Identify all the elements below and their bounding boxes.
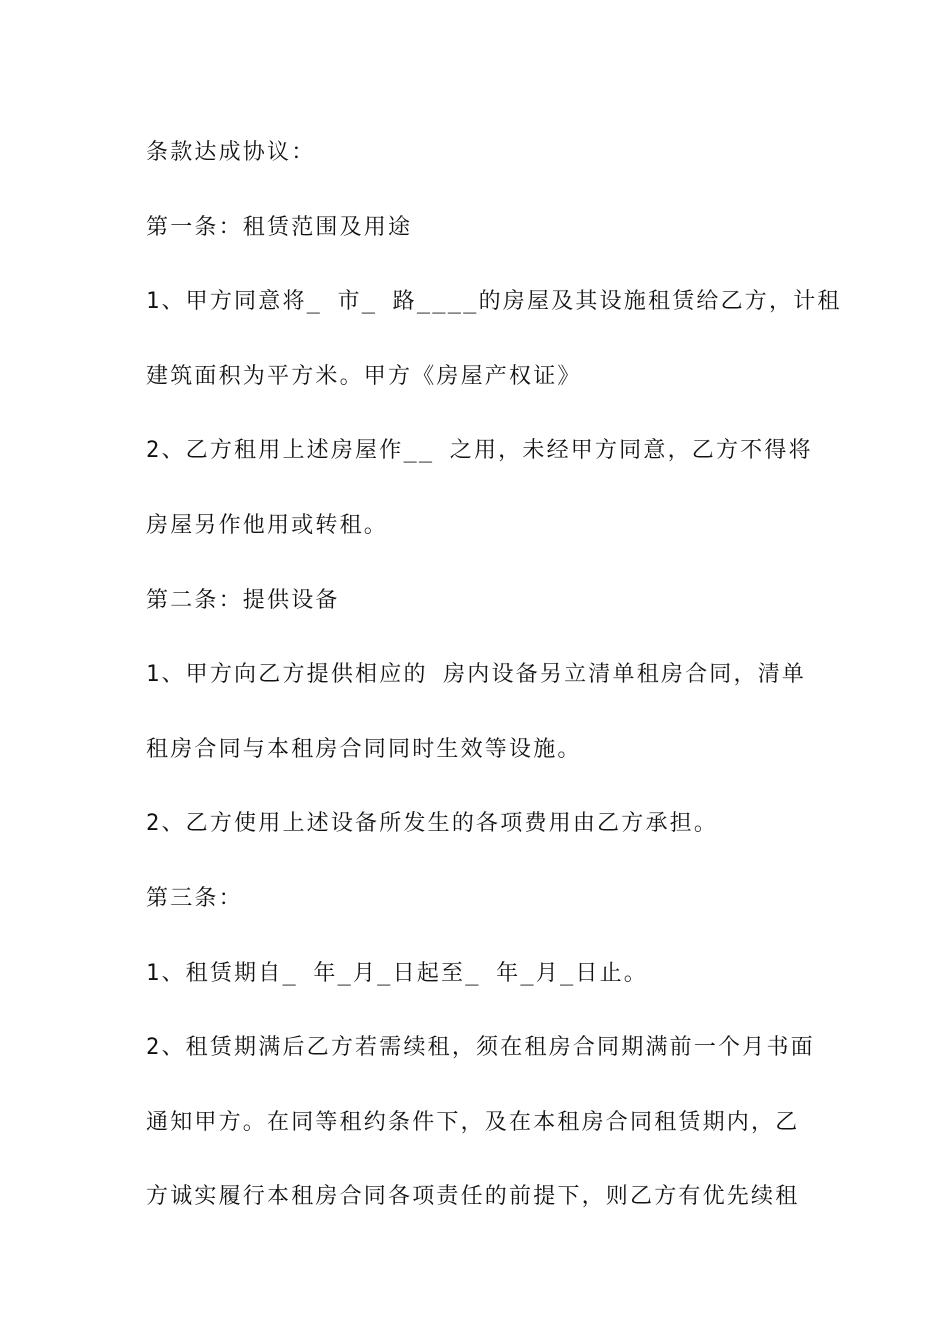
article-3-item-2-line-1: 2、租赁期满后乙方若需续租，须在租房合同期满前一个月书面	[146, 1035, 815, 1061]
article-3-item-2-line-3: 方诚实履行本租房合同各项责任的前提下，则乙方有优先续租	[146, 1184, 800, 1210]
article-2-item-2-line-1: 2、乙方使用上述设备所发生的各项费用由乙方承担。	[146, 811, 719, 837]
article-1-item-2-line-2: 房屋另作他用或转租。	[146, 512, 389, 538]
article-1-heading: 第一条：租赁范围及用途	[146, 214, 413, 240]
article-3-heading: 第三条：	[146, 885, 243, 911]
clause-intro-line: 条款达成协议：	[146, 140, 316, 165]
document-body	[146, 130, 842, 1249]
article-1-item-1-line-2: 建筑面积为平方米。甲方《房屋产权证》	[146, 363, 582, 389]
article-3-item-2-line-2: 通知甲方。在同等租约条件下，及在本租房合同租赁期内，乙	[146, 1109, 800, 1135]
article-2-item-1-line-1: 1、甲方向乙方提供相应的 房内设备另立清单租房合同，清单	[146, 662, 807, 688]
article-2-item-1-line-2: 租房合同与本租房合同同时生效等设施。	[146, 736, 582, 762]
article-1-item-1-line-1: 1、甲方同意将_ 市_ 路____的房屋及其设施租赁给乙方，计租	[146, 289, 842, 315]
article-3-item-1-line-1: 1、租赁期自_ 年_月_日起至_ 年_月_日止。	[146, 960, 649, 986]
article-1-item-2-line-1: 2、乙方租用上述房屋作__ 之用，未经甲方同意，乙方不得将	[146, 438, 813, 464]
article-2-heading: 第二条：提供设备	[146, 587, 340, 613]
